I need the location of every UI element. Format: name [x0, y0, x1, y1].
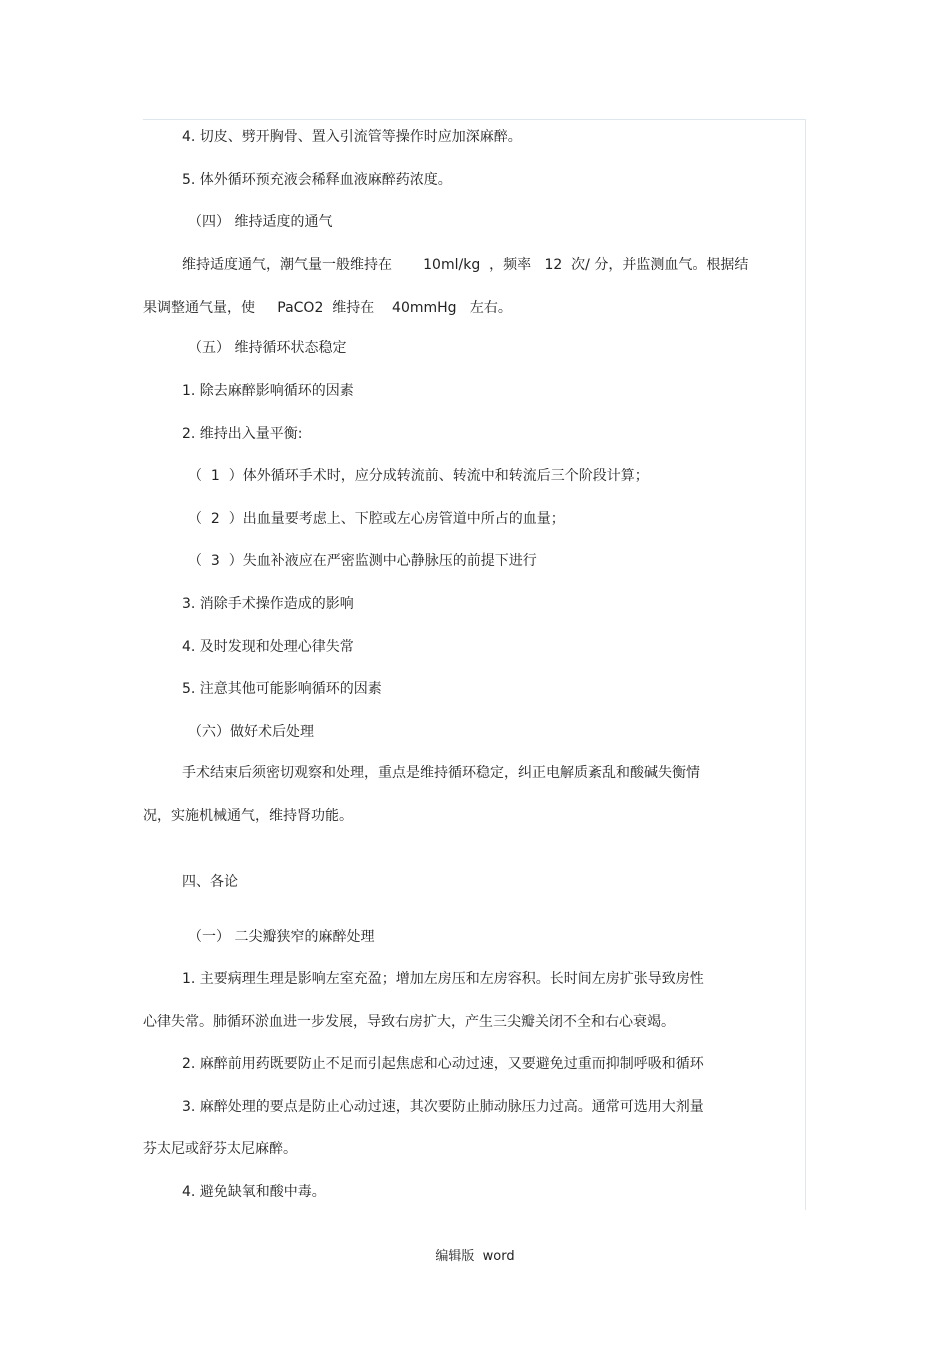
- paragraph-line: 心律失常。肺循环淤血进一步发展，导致右房扩大，产生三尖瓣关闭不全和右心衰竭。: [143, 1014, 675, 1030]
- list-item: 4. 及时发现和处理心律失常: [182, 639, 354, 655]
- paragraph-line: 果调整通气量，使 PaCO2 维持在 40mmHg 左右。: [143, 300, 512, 316]
- paragraph-item-5: 5. 体外循环预充液会稀释血液麻醉药浓度。: [182, 172, 452, 188]
- section-heading-5: （五） 维持循环状态稳定: [188, 340, 347, 356]
- chapter-heading: 四、各论: [182, 874, 238, 890]
- list-item: 1. 除去麻醉影响循环的因素: [182, 383, 354, 399]
- paragraph-line: 3. 麻醉处理的要点是防止心动过速，其次要防止肺动脉压力过高。通常可选用大剂量: [182, 1099, 704, 1115]
- section-heading-6: （六）做好术后处理: [188, 724, 314, 740]
- list-item: 2. 维持出入量平衡:: [182, 426, 303, 442]
- sub-list-item: （ 3 ）失血补液应在严密监测中心静脉压的前提下进行: [188, 553, 537, 569]
- paragraph-item-4: 4. 切皮、劈开胸骨、置入引流管等操作时应加深麻醉。: [182, 129, 522, 145]
- paragraph-line: 1. 主要病理生理是影响左室充盈；增加左房压和左房容积。长时间左房扩张导致房性: [182, 971, 704, 987]
- sub-list-item: （ 2 ）出血量要考虑上、下腔或左心房管道中所占的血量；: [188, 511, 565, 527]
- section-heading-1: （一） 二尖瓣狭窄的麻醉处理: [188, 929, 375, 945]
- paragraph-line: 手术结束后须密切观察和处理，重点是维持循环稳定，纠正电解质紊乱和酸碱失衡情: [182, 765, 700, 781]
- paragraph-line: 2. 麻醉前用药既要防止不足而引起焦虑和心动过速，又要避免过重而抑制呼吸和循环: [182, 1056, 704, 1072]
- paragraph-line: 维持适度通气，潮气量一般维持在 10ml/kg ，频率 12 次/ 分，并监测血气。根据结: [182, 257, 749, 273]
- section-heading-4: （四） 维持适度的通气: [188, 214, 333, 230]
- list-item: 5. 注意其他可能影响循环的因素: [182, 681, 382, 697]
- page-footer: 编辑版 word: [435, 1249, 515, 1264]
- paragraph-line: 况，实施机械通气，维持肾功能。: [143, 808, 353, 824]
- list-item: 3. 消除手术操作造成的影响: [182, 596, 354, 612]
- sub-list-item: （ 1 ）体外循环手术时，应分成转流前、转流中和转流后三个阶段计算；: [188, 468, 649, 484]
- paragraph-line: 芬太尼或舒芬太尼麻醉。: [143, 1141, 297, 1157]
- paragraph-line: 4. 避免缺氧和酸中毒。: [182, 1184, 326, 1200]
